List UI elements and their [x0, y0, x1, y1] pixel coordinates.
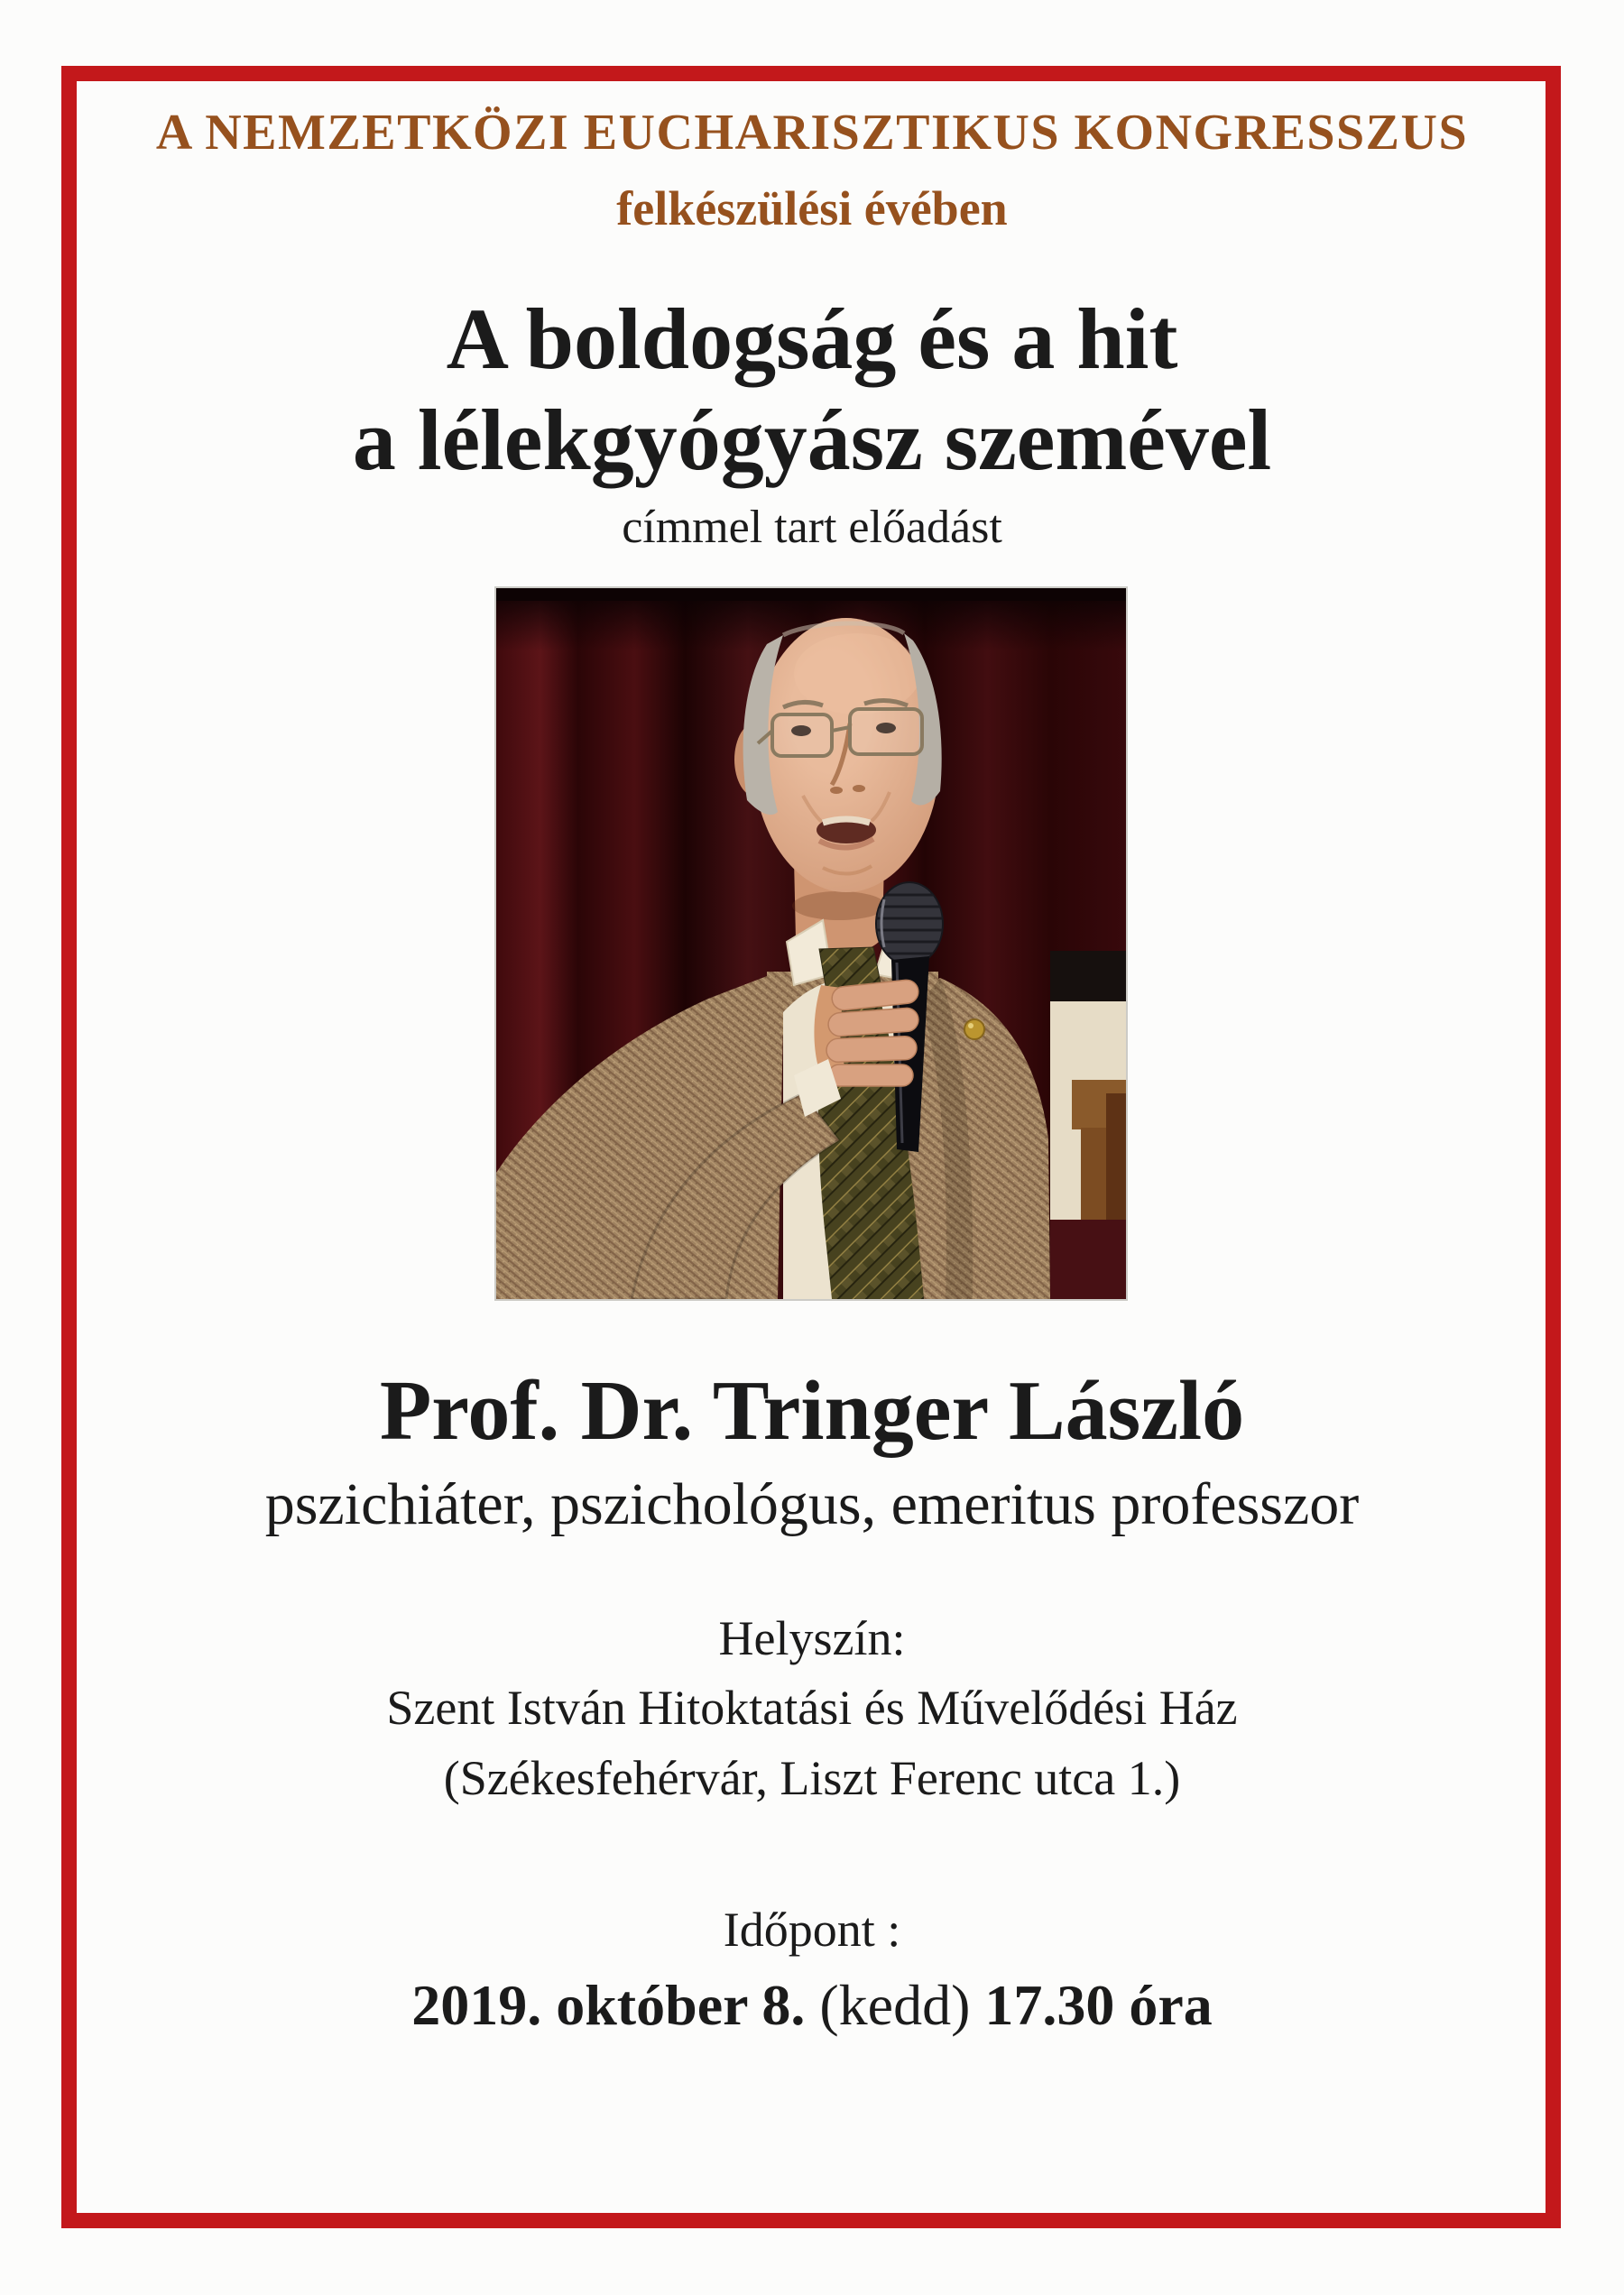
jacket-button-highlight [968, 1023, 973, 1028]
photo-stage-right [1050, 951, 1126, 1299]
congress-header-line2: felkészülési évében [616, 181, 1008, 235]
jaw-shadow [792, 891, 886, 920]
speaker-name: Prof. Dr. Tringer László [379, 1364, 1245, 1458]
location-venue: Szent István Hitoktatási és Művelődési Ház [386, 1681, 1238, 1735]
congress-header-line1: A NEMZETKÖZI EUCHARISZTIKUS KONGRESSZUS [155, 105, 1469, 161]
event-date-part2: 17.30 óra [984, 1973, 1213, 2037]
location-address: (Székesfehérvár, Liszt Ferenc utca 1.) [443, 1751, 1181, 1805]
event-date-weekday: (kedd) [819, 1973, 971, 2037]
location-label: Helyszín: [718, 1611, 906, 1665]
nostril-left [830, 787, 843, 794]
lecture-title-subtitle: címmel tart előadást [622, 502, 1002, 553]
glasses-lens-right [850, 709, 922, 754]
jacket-button [964, 1019, 984, 1039]
nostril-right [853, 785, 865, 792]
speaker-photo-illustration [496, 588, 1126, 1299]
teeth [823, 819, 870, 823]
lecture-title-line1: A boldogság és a hit [446, 290, 1178, 387]
speaker-titles: pszichiáter, pszichológus, emeritus professzor [264, 1471, 1360, 1537]
speaker-photo [494, 586, 1128, 1301]
time-label: Időpont : [723, 1903, 901, 1957]
event-date-part1: 2019. október 8. [411, 1973, 806, 2037]
glasses-lens-left [772, 714, 832, 756]
lecture-title-line2: a lélekgyógyász szemével [352, 392, 1272, 488]
event-date [0, 1972, 1624, 2039]
